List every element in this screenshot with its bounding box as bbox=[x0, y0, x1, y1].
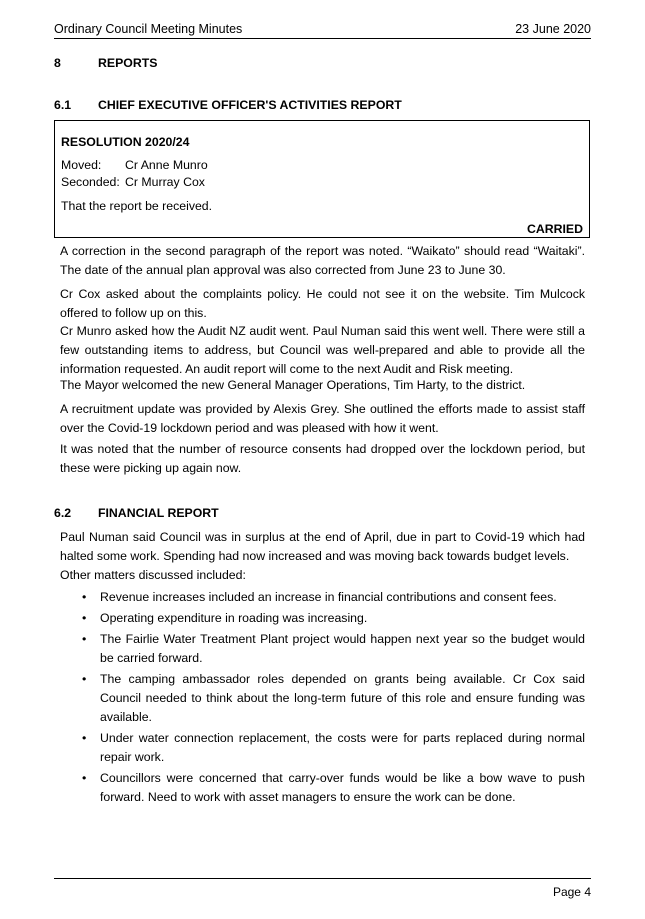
list-item-text: Revenue increases included an increase in financial contributions and consent fees. bbox=[100, 590, 557, 604]
list-item bbox=[60, 588, 585, 607]
resolution-status: CARRIED bbox=[526, 222, 583, 236]
resolution-box bbox=[54, 120, 590, 238]
paragraph: A correction in the second paragraph of the report was noted. “Waikato” should read “Waitaki”. The date of the annual plan approval was also corrected from June 23 to June 30. bbox=[60, 244, 585, 277]
bullet-icon: • bbox=[82, 590, 87, 604]
page-header bbox=[54, 22, 591, 39]
section-number: 6.2 bbox=[54, 506, 72, 520]
page-footer bbox=[54, 878, 591, 899]
list-item bbox=[60, 630, 585, 668]
list-item-text: Under water connection replacement, the costs were for parts replaced during normal repair work. bbox=[100, 731, 585, 764]
bullet-icon: • bbox=[82, 731, 87, 745]
list-item-text: The camping ambassador roles depended on grants being available. Cr Cox said Council needed to think about the long-term future of this role and ensure funding was available. bbox=[100, 672, 585, 724]
page-number: Page 4 bbox=[552, 885, 591, 899]
section-title: CHIEF EXECUTIVE OFFICER'S ACTIVITIES REPORT bbox=[98, 98, 402, 112]
paragraph: Cr Cox asked about the complaints policy. He could not see it on the website. Tim Mulcock offered to follow up on this. bbox=[60, 287, 585, 320]
list-item-text: The Fairlie Water Treatment Plant project would happen next year so the budget would be carried forward. bbox=[100, 632, 585, 665]
paragraph: A recruitment update was provided by Alexis Grey. She outlined the efforts made to assist staff over the Covid-19 lockdown period and was pleased with how it went. bbox=[60, 402, 585, 435]
paragraph: It was noted that the number of resource consents had dropped over the lockdown period, but these were picking up again now. bbox=[60, 442, 585, 475]
seconded-row bbox=[61, 175, 205, 189]
document-title: Ordinary Council Meeting Minutes bbox=[54, 22, 243, 36]
moved-row bbox=[61, 158, 208, 172]
resolution-title: RESOLUTION 2020/24 bbox=[61, 135, 190, 149]
section-6-2-heading bbox=[54, 506, 219, 520]
resolution-text: That the report be received. bbox=[61, 199, 213, 213]
bullet-icon: • bbox=[82, 632, 87, 646]
bullet-icon: • bbox=[82, 611, 87, 625]
list-item bbox=[60, 609, 585, 628]
paragraph: Other matters discussed included: bbox=[60, 568, 246, 582]
list-item-text: Operating expenditure in roading was increasing. bbox=[100, 611, 368, 625]
list-item-text: Councillors were concerned that carry-over funds would be like a bow wave to push forward. Need to work with asset managers to ensure the work can be done. bbox=[100, 771, 585, 804]
paragraph: Paul Numan said Council was in surplus at the end of April, due in part to Covid-19 which had halted some work. Spending had now increased and was moving back towards budget levels. bbox=[60, 530, 585, 563]
section-number: 6.1 bbox=[54, 98, 72, 112]
list-item bbox=[60, 670, 585, 727]
matters-list bbox=[60, 588, 585, 809]
seconded-value: Cr Murray Cox bbox=[125, 175, 205, 189]
section-number: 8 bbox=[54, 56, 61, 70]
list-item bbox=[60, 769, 585, 807]
bullet-icon: • bbox=[82, 771, 87, 785]
list-item bbox=[60, 729, 585, 767]
paragraph: Cr Munro asked how the Audit NZ audit went. Paul Numan said this went well. There were still a few outstanding items to address, but Council was well-prepared and able to provide all the information requested. An audit report will come to the next Audit and Risk meeting. bbox=[60, 324, 585, 376]
section-title: REPORTS bbox=[98, 56, 158, 70]
bullet-icon: • bbox=[82, 672, 87, 686]
seconded-label: Seconded: bbox=[61, 175, 120, 189]
section-6-1-heading bbox=[54, 98, 402, 112]
meeting-date: 23 June 2020 bbox=[515, 22, 591, 36]
section-title: FINANCIAL REPORT bbox=[98, 506, 219, 520]
paragraph: The Mayor welcomed the new General Manager Operations, Tim Harty, to the district. bbox=[60, 378, 526, 392]
moved-label: Moved: bbox=[61, 158, 102, 172]
moved-value: Cr Anne Munro bbox=[125, 158, 208, 172]
section-8-heading bbox=[54, 56, 157, 70]
